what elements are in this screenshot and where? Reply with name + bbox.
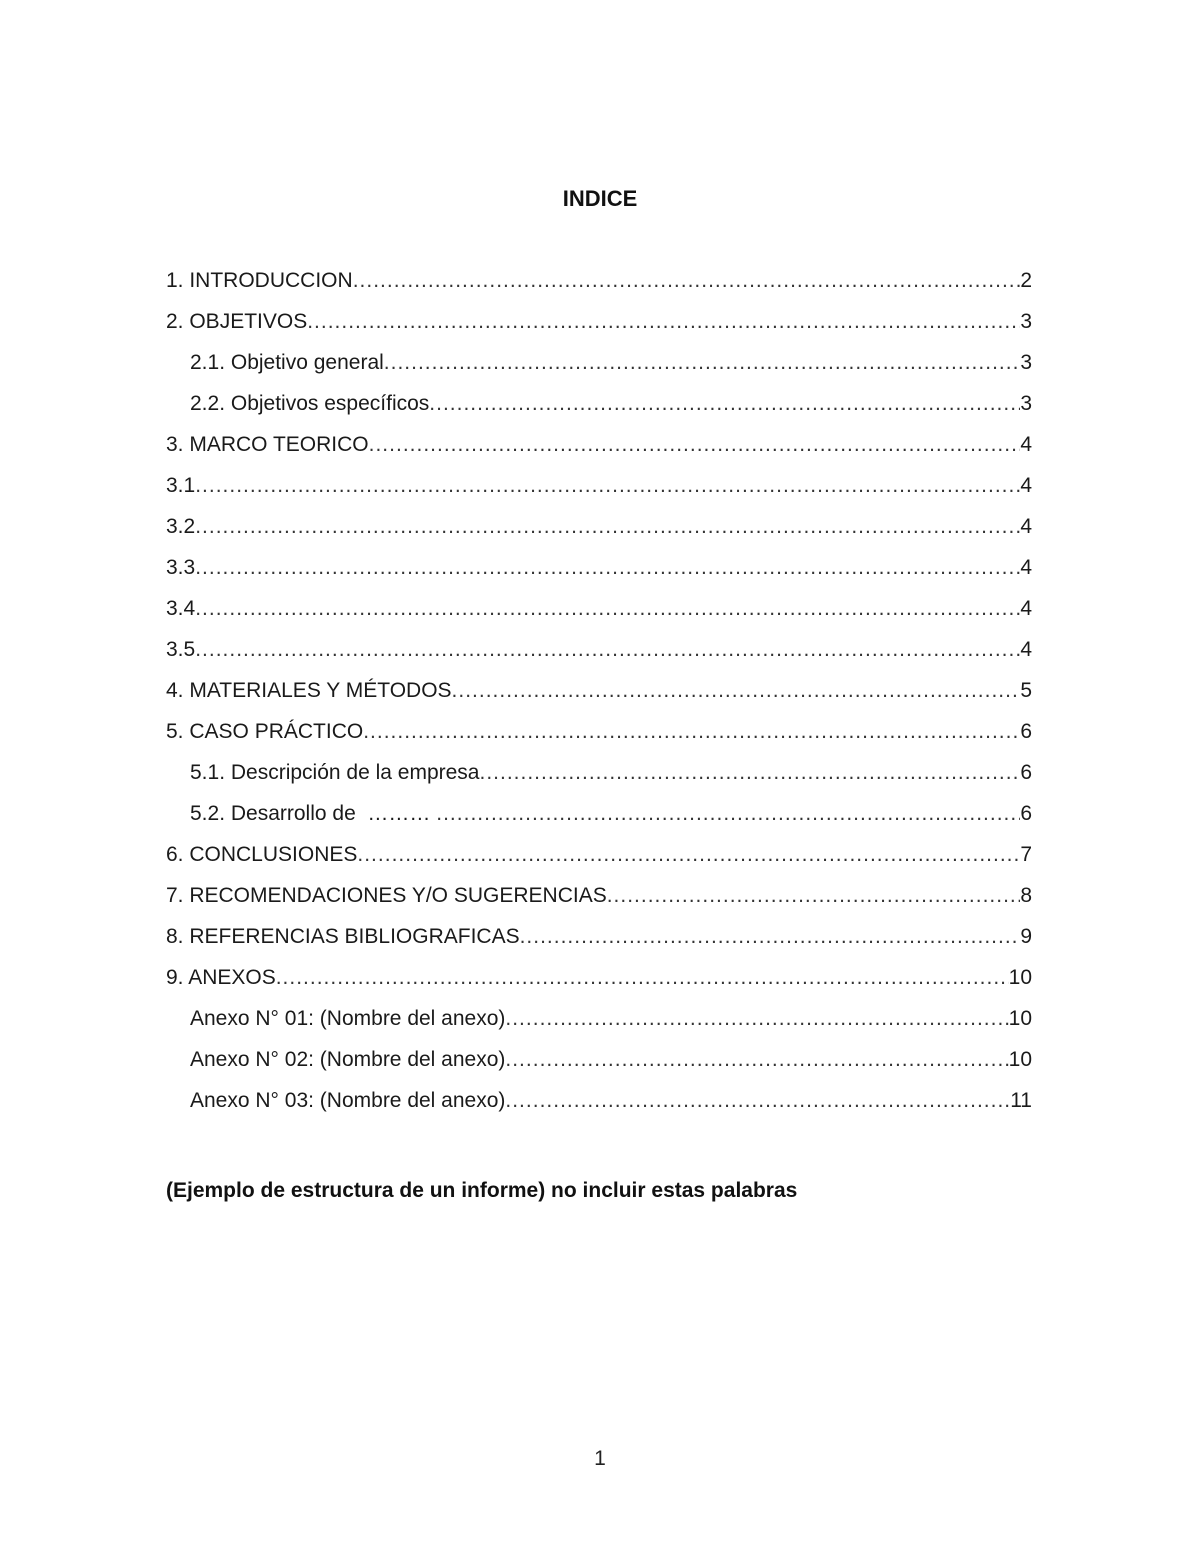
toc-entry-label: 5.2. Desarrollo de ………: [190, 802, 437, 825]
toc-entry-page: 8: [1020, 884, 1032, 907]
toc-entry-page: 3: [1020, 310, 1032, 333]
toc-entry: [166, 430, 1032, 471]
toc-entry: [166, 1086, 1032, 1127]
toc-entry-label: 2. OBJETIVOS: [166, 310, 308, 333]
toc-entry-label: Anexo N° 02: (Nombre del anexo): [190, 1048, 506, 1071]
toc-entry: [166, 307, 1032, 348]
toc-entry: [166, 594, 1032, 635]
toc-entry-label: Anexo N° 01: (Nombre del anexo): [190, 1007, 506, 1030]
toc-entry: [166, 881, 1032, 922]
toc-entry-label: 3.3: [166, 556, 196, 579]
toc-entry: [166, 799, 1032, 840]
toc-entry-label: 5.1. Descripción de la empresa: [190, 761, 480, 784]
toc-entry-page: 10: [1008, 1007, 1032, 1030]
toc-dot-leader: [520, 922, 1021, 952]
toc-entry-page: 11: [1010, 1089, 1032, 1112]
example-note: (Ejemplo de estructura de un informe) no incluir estas palabras: [166, 1179, 798, 1202]
toc-entry-page: 7: [1020, 843, 1032, 866]
toc-entry-label: 3. MARCO TEORICO: [166, 433, 369, 456]
toc-dot-leader: [353, 266, 1021, 296]
toc-dot-leader: [195, 512, 1020, 542]
toc-dot-leader: [369, 430, 1021, 460]
toc-entry-label: 3.5: [166, 638, 196, 661]
toc-entry-page: 10: [1008, 966, 1032, 989]
toc-dot-leader: [195, 471, 1020, 501]
toc-entry: [166, 717, 1032, 758]
toc-entry-label: 3.4: [166, 597, 196, 620]
toc-entry: [166, 1045, 1032, 1086]
toc-entry-label: Anexo N° 03: (Nombre del anexo): [190, 1089, 506, 1112]
toc-entry-page: 4: [1020, 474, 1032, 497]
page-number: 1: [594, 1447, 606, 1470]
toc-dot-leader: [195, 594, 1020, 624]
toc-dot-leader: [307, 307, 1020, 337]
toc-entry: [166, 471, 1032, 512]
toc-entry-label: 8. REFERENCIAS BIBLIOGRAFICAS: [166, 925, 520, 948]
toc-entry: [166, 758, 1032, 799]
toc-dot-leader: [505, 1045, 1008, 1075]
toc-entry-page: 2: [1020, 269, 1032, 292]
toc-dot-leader: [357, 840, 1020, 870]
toc-entry-label: 1. INTRODUCCION: [166, 269, 353, 292]
toc-entry: [166, 389, 1032, 430]
toc-entry: [166, 1004, 1032, 1045]
toc-dot-leader: [505, 1086, 1010, 1116]
toc-dot-leader: [607, 881, 1021, 911]
toc-entry: [166, 348, 1032, 389]
toc-entry: [166, 635, 1032, 676]
toc-dot-leader: [505, 1004, 1008, 1034]
toc-entry: [166, 676, 1032, 717]
toc-dot-leader: [452, 676, 1021, 706]
toc-entry-label: 4. MATERIALES Y MÉTODOS: [166, 679, 452, 702]
toc-entry-label: 3.2: [166, 515, 196, 538]
toc-entry-page: 9: [1020, 925, 1032, 948]
toc-entry-page: 3: [1020, 351, 1032, 374]
toc-entry-label: 9. ANEXOS: [166, 966, 276, 989]
toc-entry: [166, 963, 1032, 1004]
toc-entry-page: 6: [1020, 802, 1032, 825]
toc-entry: [166, 266, 1032, 307]
toc-entry-page: 4: [1020, 515, 1032, 538]
page-title: INDICE: [562, 186, 638, 211]
toc-dot-leader: [276, 963, 1009, 993]
toc-entry-page: 4: [1020, 597, 1032, 620]
toc-entry-label: 2.2. Objetivos específicos: [190, 392, 430, 415]
toc-dot-leader: [479, 758, 1020, 788]
toc-dot-leader: [429, 389, 1020, 419]
toc-entry-page: 6: [1020, 761, 1032, 784]
toc-entry-label: 7. RECOMENDACIONES Y/O SUGERENCIAS: [166, 884, 607, 907]
toc-entry: [166, 840, 1032, 881]
toc-entry-label: 2.1. Objetivo general: [190, 351, 384, 374]
toc-dot-leader: [195, 635, 1020, 665]
toc-dot-leader: [436, 799, 1020, 829]
toc-entry-label: 3.1: [166, 474, 196, 497]
toc-entry-label: 5. CASO PRÁCTICO: [166, 720, 364, 743]
table-of-contents: [166, 266, 1032, 1127]
toc-entry-page: 5: [1020, 679, 1032, 702]
toc-entry: [166, 922, 1032, 963]
toc-entry-page: 4: [1020, 556, 1032, 579]
toc-entry-page: 10: [1008, 1048, 1032, 1071]
toc-entry-page: 6: [1020, 720, 1032, 743]
toc-entry: [166, 512, 1032, 553]
toc-dot-leader: [195, 553, 1020, 583]
toc-entry-page: 4: [1020, 638, 1032, 661]
toc-entry-page: 3: [1020, 392, 1032, 415]
toc-entry: [166, 553, 1032, 594]
toc-dot-leader: [363, 717, 1020, 747]
toc-entry-page: 4: [1020, 433, 1032, 456]
toc-dot-leader: [384, 348, 1021, 378]
toc-entry-label: 6. CONCLUSIONES: [166, 843, 358, 866]
